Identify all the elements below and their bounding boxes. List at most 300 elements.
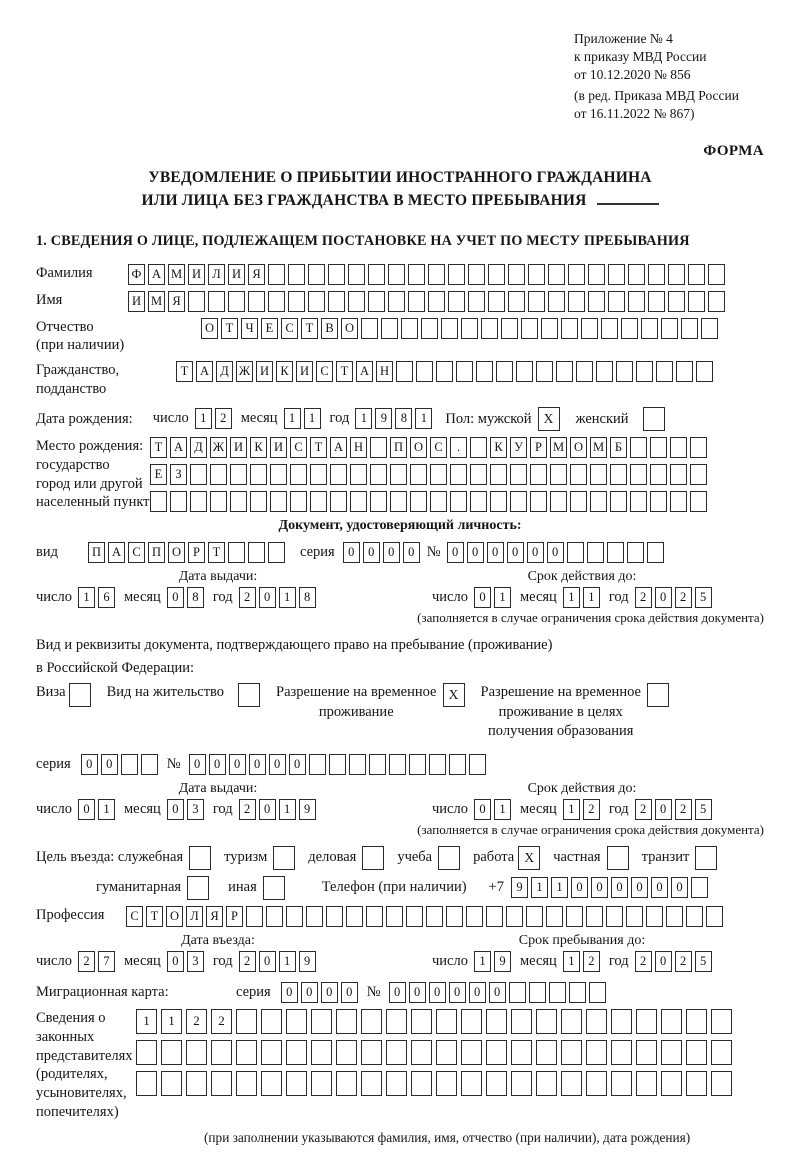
char-box[interactable] — [646, 906, 663, 927]
char-box[interactable] — [486, 1040, 507, 1065]
char-box[interactable]: 0 — [259, 587, 276, 608]
char-box[interactable]: 0 — [167, 799, 184, 820]
char-box[interactable]: 0 — [469, 982, 486, 1003]
char-box[interactable]: 1 — [563, 587, 580, 608]
char-box[interactable] — [270, 464, 287, 485]
char-box[interactable]: 0 — [467, 542, 484, 563]
char-box[interactable] — [569, 982, 586, 1003]
char-box[interactable] — [670, 464, 687, 485]
char-box[interactable]: 1 — [195, 408, 212, 429]
char-box[interactable] — [588, 264, 605, 285]
char-box[interactable]: 0 — [655, 951, 672, 972]
char-box[interactable] — [461, 1009, 482, 1034]
char-box[interactable] — [306, 906, 323, 927]
char-box[interactable] — [628, 291, 645, 312]
char-box[interactable]: 0 — [81, 754, 98, 775]
char-box[interactable] — [409, 754, 426, 775]
char-box[interactable] — [230, 464, 247, 485]
char-box[interactable]: 2 — [215, 408, 232, 429]
char-box[interactable] — [328, 264, 345, 285]
char-box[interactable] — [550, 464, 567, 485]
char-box[interactable] — [368, 264, 385, 285]
char-box[interactable] — [406, 906, 423, 927]
char-box[interactable] — [648, 291, 665, 312]
char-box[interactable] — [691, 877, 708, 898]
char-box[interactable] — [368, 291, 385, 312]
char-box[interactable] — [676, 361, 693, 382]
checkbox-tourism[interactable] — [273, 846, 295, 870]
char-box[interactable]: К — [490, 437, 507, 458]
char-box[interactable] — [389, 754, 406, 775]
char-box[interactable] — [641, 318, 658, 339]
char-box[interactable] — [370, 437, 387, 458]
char-box[interactable] — [411, 1009, 432, 1034]
char-box[interactable] — [521, 318, 538, 339]
char-box[interactable]: 0 — [655, 799, 672, 820]
char-box[interactable]: И — [256, 361, 273, 382]
char-box[interactable] — [250, 464, 267, 485]
char-box[interactable] — [706, 906, 723, 927]
char-box[interactable] — [570, 464, 587, 485]
char-box[interactable] — [286, 906, 303, 927]
char-box[interactable]: Р — [188, 542, 205, 563]
char-box[interactable]: О — [201, 318, 218, 339]
char-box[interactable] — [509, 982, 526, 1003]
char-box[interactable] — [170, 491, 187, 512]
char-box[interactable] — [268, 264, 285, 285]
char-box[interactable]: 0 — [487, 542, 504, 563]
char-box[interactable] — [661, 1009, 682, 1034]
char-box[interactable] — [121, 754, 138, 775]
char-box[interactable]: 1 — [279, 951, 296, 972]
char-box[interactable] — [696, 361, 713, 382]
checkbox-private[interactable] — [607, 846, 629, 870]
char-box[interactable] — [136, 1040, 157, 1065]
char-box[interactable] — [636, 1009, 657, 1034]
char-box[interactable]: 1 — [78, 587, 95, 608]
char-box[interactable] — [548, 291, 565, 312]
char-box[interactable] — [686, 906, 703, 927]
char-box[interactable] — [670, 437, 687, 458]
char-box[interactable] — [556, 361, 573, 382]
char-box[interactable] — [336, 1040, 357, 1065]
char-box[interactable] — [468, 291, 485, 312]
char-box[interactable] — [468, 264, 485, 285]
char-box[interactable] — [228, 542, 245, 563]
char-box[interactable] — [590, 464, 607, 485]
char-box[interactable] — [290, 464, 307, 485]
char-box[interactable]: К — [276, 361, 293, 382]
char-box[interactable] — [470, 437, 487, 458]
checkbox-humanitarian[interactable] — [187, 876, 209, 900]
char-box[interactable] — [266, 906, 283, 927]
char-box[interactable] — [429, 754, 446, 775]
char-box[interactable]: 1 — [98, 799, 115, 820]
char-box[interactable] — [536, 1071, 557, 1096]
char-box[interactable] — [449, 754, 466, 775]
char-box[interactable] — [610, 464, 627, 485]
char-box[interactable]: 1 — [136, 1009, 157, 1034]
char-box[interactable]: 9 — [299, 951, 316, 972]
char-box[interactable] — [490, 464, 507, 485]
char-box[interactable] — [668, 264, 685, 285]
char-box[interactable] — [466, 906, 483, 927]
char-box[interactable]: С — [316, 361, 333, 382]
char-box[interactable] — [361, 318, 378, 339]
char-box[interactable]: А — [330, 437, 347, 458]
char-box[interactable] — [701, 318, 718, 339]
char-box[interactable] — [141, 754, 158, 775]
char-box[interactable] — [186, 1071, 207, 1096]
char-box[interactable]: 7 — [98, 951, 115, 972]
char-box[interactable]: 3 — [187, 951, 204, 972]
char-box[interactable]: 2 — [635, 951, 652, 972]
char-box[interactable]: 5 — [695, 951, 712, 972]
char-box[interactable]: 9 — [494, 951, 511, 972]
checkbox-temp-residence[interactable]: X — [443, 683, 465, 707]
char-box[interactable] — [588, 291, 605, 312]
char-box[interactable]: О — [168, 542, 185, 563]
char-box[interactable] — [446, 906, 463, 927]
char-box[interactable]: А — [170, 437, 187, 458]
char-box[interactable]: И — [270, 437, 287, 458]
char-box[interactable] — [210, 491, 227, 512]
char-box[interactable] — [690, 491, 707, 512]
char-box[interactable] — [486, 1071, 507, 1096]
char-box[interactable] — [690, 437, 707, 458]
char-box[interactable] — [488, 264, 505, 285]
char-box[interactable] — [606, 906, 623, 927]
char-box[interactable]: 8 — [395, 408, 412, 429]
char-box[interactable]: 1 — [494, 587, 511, 608]
char-box[interactable]: А — [356, 361, 373, 382]
char-box[interactable]: . — [450, 437, 467, 458]
char-box[interactable]: Я — [248, 264, 265, 285]
char-box[interactable]: 5 — [695, 799, 712, 820]
char-box[interactable]: 1 — [279, 799, 296, 820]
char-box[interactable]: 2 — [239, 799, 256, 820]
char-box[interactable]: О — [166, 906, 183, 927]
char-box[interactable]: П — [88, 542, 105, 563]
char-box[interactable] — [328, 291, 345, 312]
char-box[interactable] — [230, 491, 247, 512]
checkbox-visa[interactable] — [69, 683, 91, 707]
char-box[interactable]: 0 — [229, 754, 246, 775]
char-box[interactable] — [396, 361, 413, 382]
char-box[interactable]: 0 — [249, 754, 266, 775]
char-box[interactable]: 1 — [304, 408, 321, 429]
char-box[interactable] — [501, 318, 518, 339]
char-box[interactable] — [630, 464, 647, 485]
char-box[interactable] — [607, 542, 624, 563]
char-box[interactable] — [211, 1040, 232, 1065]
char-box[interactable]: И — [296, 361, 313, 382]
checkbox-official[interactable] — [189, 846, 211, 870]
char-box[interactable] — [386, 1071, 407, 1096]
char-box[interactable]: Е — [261, 318, 278, 339]
char-box[interactable]: 0 — [209, 754, 226, 775]
char-box[interactable] — [411, 1071, 432, 1096]
char-box[interactable]: 0 — [341, 982, 358, 1003]
char-box[interactable] — [308, 291, 325, 312]
char-box[interactable]: 2 — [186, 1009, 207, 1034]
char-box[interactable] — [568, 264, 585, 285]
char-box[interactable] — [361, 1071, 382, 1096]
char-box[interactable]: О — [341, 318, 358, 339]
char-box[interactable] — [211, 1071, 232, 1096]
char-box[interactable] — [561, 318, 578, 339]
char-box[interactable] — [586, 1040, 607, 1065]
char-box[interactable] — [630, 437, 647, 458]
checkbox-female[interactable] — [643, 407, 665, 431]
char-box[interactable] — [586, 1071, 607, 1096]
char-box[interactable]: 1 — [563, 799, 580, 820]
char-box[interactable]: 0 — [507, 542, 524, 563]
char-box[interactable] — [627, 542, 644, 563]
char-box[interactable] — [236, 1040, 257, 1065]
char-box[interactable] — [596, 361, 613, 382]
char-box[interactable] — [668, 291, 685, 312]
char-box[interactable] — [350, 464, 367, 485]
char-box[interactable] — [311, 1071, 332, 1096]
char-box[interactable] — [648, 264, 665, 285]
char-box[interactable] — [311, 1040, 332, 1065]
char-box[interactable]: 0 — [474, 799, 491, 820]
char-box[interactable] — [326, 906, 343, 927]
char-box[interactable]: 0 — [259, 799, 276, 820]
char-box[interactable] — [661, 1071, 682, 1096]
char-box[interactable]: С — [128, 542, 145, 563]
char-box[interactable] — [508, 264, 525, 285]
char-box[interactable] — [426, 906, 443, 927]
char-box[interactable] — [430, 491, 447, 512]
char-box[interactable] — [550, 491, 567, 512]
char-box[interactable] — [448, 264, 465, 285]
char-box[interactable] — [686, 1040, 707, 1065]
char-box[interactable]: 0 — [409, 982, 426, 1003]
char-box[interactable] — [186, 1040, 207, 1065]
char-box[interactable] — [461, 1040, 482, 1065]
char-box[interactable] — [369, 754, 386, 775]
char-box[interactable] — [561, 1071, 582, 1096]
char-box[interactable] — [636, 361, 653, 382]
char-box[interactable]: 0 — [363, 542, 380, 563]
char-box[interactable] — [370, 491, 387, 512]
char-box[interactable] — [690, 464, 707, 485]
char-box[interactable]: Н — [350, 437, 367, 458]
char-box[interactable] — [511, 1071, 532, 1096]
char-box[interactable] — [530, 491, 547, 512]
char-box[interactable] — [261, 1009, 282, 1034]
char-box[interactable]: 0 — [321, 982, 338, 1003]
char-box[interactable]: 0 — [631, 877, 648, 898]
char-box[interactable] — [268, 542, 285, 563]
checkbox-male[interactable]: X — [538, 407, 560, 431]
char-box[interactable] — [496, 361, 513, 382]
char-box[interactable] — [450, 464, 467, 485]
char-box[interactable]: 0 — [78, 799, 95, 820]
char-box[interactable]: З — [170, 464, 187, 485]
char-box[interactable] — [590, 491, 607, 512]
char-box[interactable]: Ч — [241, 318, 258, 339]
char-box[interactable] — [336, 1009, 357, 1034]
char-box[interactable] — [228, 291, 245, 312]
checkbox-business[interactable] — [362, 846, 384, 870]
char-box[interactable]: 0 — [447, 542, 464, 563]
char-box[interactable] — [248, 291, 265, 312]
char-box[interactable]: 2 — [78, 951, 95, 972]
char-box[interactable] — [711, 1040, 732, 1065]
char-box[interactable] — [511, 1009, 532, 1034]
char-box[interactable]: 1 — [494, 799, 511, 820]
char-box[interactable] — [386, 906, 403, 927]
char-box[interactable] — [388, 291, 405, 312]
char-box[interactable] — [708, 291, 725, 312]
char-box[interactable]: 1 — [531, 877, 548, 898]
char-box[interactable]: 0 — [281, 982, 298, 1003]
char-box[interactable]: Н — [376, 361, 393, 382]
char-box[interactable] — [290, 491, 307, 512]
char-box[interactable] — [461, 318, 478, 339]
char-box[interactable]: И — [188, 264, 205, 285]
char-box[interactable] — [608, 291, 625, 312]
char-box[interactable] — [190, 464, 207, 485]
char-box[interactable]: Е — [150, 464, 167, 485]
char-box[interactable]: 0 — [189, 754, 206, 775]
char-box[interactable]: 0 — [259, 951, 276, 972]
char-box[interactable] — [511, 1040, 532, 1065]
char-box[interactable] — [686, 1071, 707, 1096]
char-box[interactable] — [621, 318, 638, 339]
char-box[interactable] — [510, 491, 527, 512]
char-box[interactable]: 0 — [489, 982, 506, 1003]
char-box[interactable] — [650, 437, 667, 458]
char-box[interactable]: И — [228, 264, 245, 285]
char-box[interactable] — [261, 1071, 282, 1096]
char-box[interactable] — [570, 491, 587, 512]
char-box[interactable] — [626, 906, 643, 927]
char-box[interactable]: Я — [206, 906, 223, 927]
char-box[interactable] — [586, 906, 603, 927]
char-box[interactable] — [589, 982, 606, 1003]
char-box[interactable] — [536, 1009, 557, 1034]
char-box[interactable]: О — [410, 437, 427, 458]
char-box[interactable] — [436, 1040, 457, 1065]
char-box[interactable] — [661, 318, 678, 339]
char-box[interactable]: Т — [310, 437, 327, 458]
char-box[interactable]: 0 — [547, 542, 564, 563]
char-box[interactable] — [346, 906, 363, 927]
char-box[interactable] — [436, 1071, 457, 1096]
char-box[interactable] — [236, 1071, 257, 1096]
char-box[interactable] — [208, 291, 225, 312]
char-box[interactable]: Т — [301, 318, 318, 339]
char-box[interactable]: 1 — [284, 408, 301, 429]
char-box[interactable] — [528, 291, 545, 312]
char-box[interactable] — [587, 542, 604, 563]
char-box[interactable] — [576, 361, 593, 382]
char-box[interactable] — [530, 464, 547, 485]
char-box[interactable] — [630, 491, 647, 512]
char-box[interactable] — [711, 1071, 732, 1096]
char-box[interactable] — [549, 982, 566, 1003]
char-box[interactable]: М — [148, 291, 165, 312]
char-box[interactable]: 0 — [403, 542, 420, 563]
char-box[interactable]: 1 — [415, 408, 432, 429]
char-box[interactable] — [686, 1009, 707, 1034]
char-box[interactable] — [688, 291, 705, 312]
char-box[interactable] — [490, 491, 507, 512]
char-box[interactable] — [510, 464, 527, 485]
char-box[interactable]: 0 — [389, 982, 406, 1003]
char-box[interactable]: И — [128, 291, 145, 312]
char-box[interactable] — [566, 906, 583, 927]
char-box[interactable] — [161, 1071, 182, 1096]
char-box[interactable]: 0 — [383, 542, 400, 563]
char-box[interactable]: 0 — [289, 754, 306, 775]
char-box[interactable] — [450, 491, 467, 512]
char-box[interactable]: 0 — [474, 587, 491, 608]
char-box[interactable]: 0 — [571, 877, 588, 898]
char-box[interactable] — [536, 361, 553, 382]
char-box[interactable]: 1 — [279, 587, 296, 608]
char-box[interactable] — [486, 906, 503, 927]
char-box[interactable] — [581, 318, 598, 339]
char-box[interactable] — [636, 1071, 657, 1096]
char-box[interactable]: 1 — [474, 951, 491, 972]
char-box[interactable]: 2 — [583, 951, 600, 972]
char-box[interactable]: 8 — [187, 587, 204, 608]
char-box[interactable] — [310, 491, 327, 512]
char-box[interactable] — [470, 464, 487, 485]
char-box[interactable] — [546, 906, 563, 927]
char-box[interactable]: Р — [226, 906, 243, 927]
char-box[interactable] — [611, 1009, 632, 1034]
char-box[interactable] — [361, 1040, 382, 1065]
char-box[interactable]: С — [281, 318, 298, 339]
char-box[interactable]: 0 — [301, 982, 318, 1003]
char-box[interactable] — [650, 464, 667, 485]
char-box[interactable] — [416, 361, 433, 382]
char-box[interactable] — [650, 491, 667, 512]
char-box[interactable] — [349, 754, 366, 775]
char-box[interactable] — [210, 464, 227, 485]
char-box[interactable] — [610, 491, 627, 512]
char-box[interactable] — [286, 1040, 307, 1065]
char-box[interactable]: Т — [208, 542, 225, 563]
char-box[interactable] — [288, 291, 305, 312]
char-box[interactable] — [161, 1040, 182, 1065]
char-box[interactable]: 0 — [167, 951, 184, 972]
char-box[interactable]: 1 — [563, 951, 580, 972]
char-box[interactable]: Ж — [210, 437, 227, 458]
char-box[interactable] — [361, 1009, 382, 1034]
char-box[interactable]: Т — [336, 361, 353, 382]
char-box[interactable] — [366, 906, 383, 927]
char-box[interactable]: 1 — [551, 877, 568, 898]
char-box[interactable] — [309, 754, 326, 775]
char-box[interactable] — [508, 291, 525, 312]
char-box[interactable]: 9 — [511, 877, 528, 898]
char-box[interactable] — [308, 264, 325, 285]
char-box[interactable]: Л — [186, 906, 203, 927]
char-box[interactable]: 0 — [449, 982, 466, 1003]
char-box[interactable]: 0 — [429, 982, 446, 1003]
char-box[interactable]: Ж — [236, 361, 253, 382]
char-box[interactable] — [516, 361, 533, 382]
char-box[interactable]: А — [108, 542, 125, 563]
char-box[interactable] — [370, 464, 387, 485]
